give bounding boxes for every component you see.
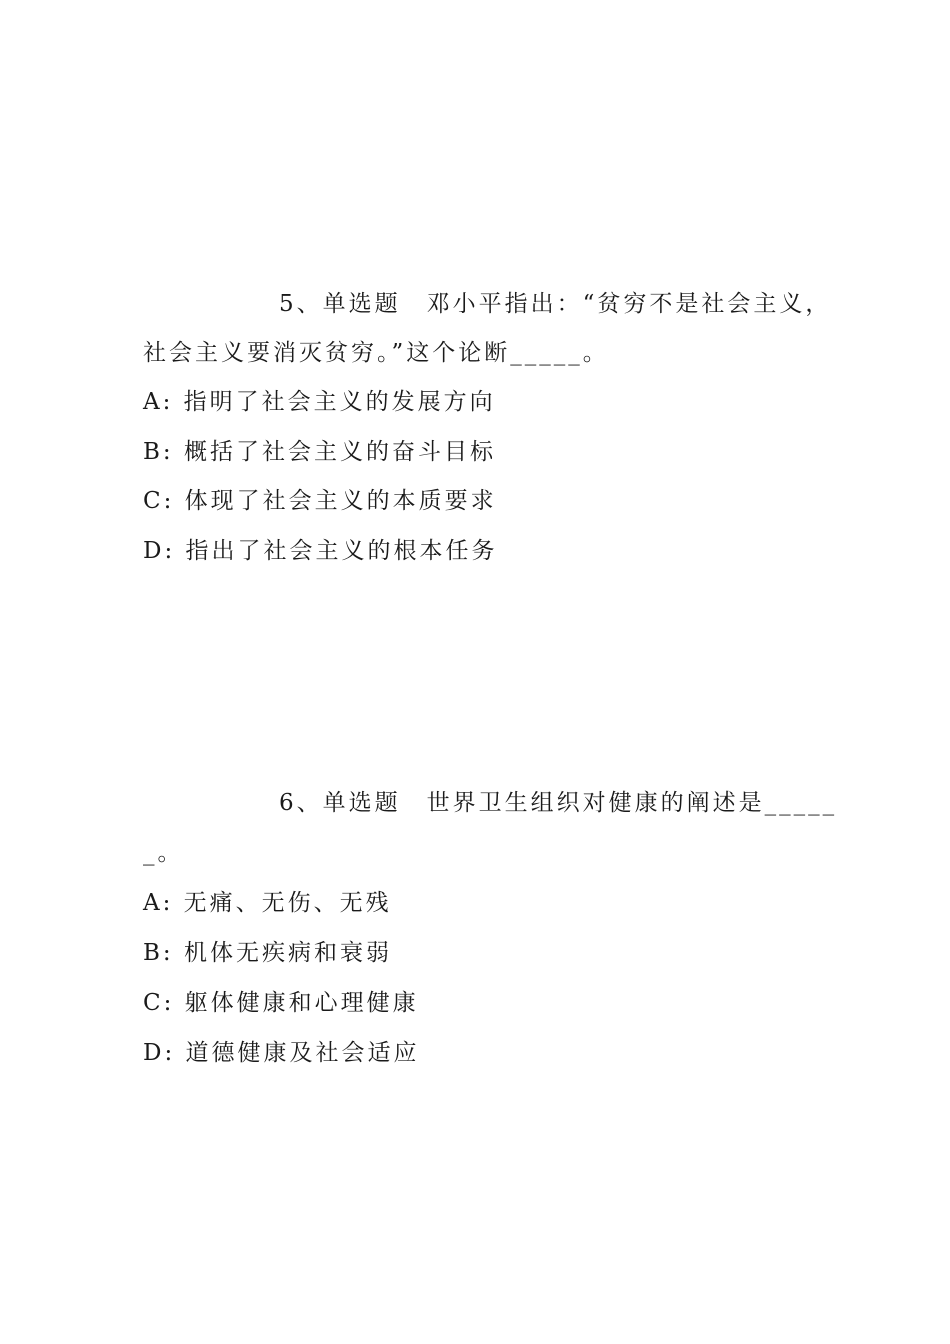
question-5 — [143, 280, 833, 576]
option-c: C: 躯体健康和心理健康 — [143, 990, 419, 1016]
option-d: D: 道德健康及社会适应 — [143, 1040, 420, 1066]
option-a: A: 指明了社会主义的发展方向 — [143, 389, 496, 415]
question-stem-line: _。 — [143, 840, 184, 866]
option-b: B: 机体无疾病和衰弱 — [143, 940, 392, 966]
option-d: D: 指出了社会主义的根本任务 — [143, 537, 498, 564]
question-stem-line: 5、单选题 邓小平指出：“贫穷不是社会主义， — [279, 291, 832, 317]
option-b: B: 概括了社会主义的奋斗目标 — [143, 438, 496, 465]
option-c: C: 体现了社会主义的本质要求 — [143, 488, 497, 514]
question-stem-line: 社会主义要消灭贫穷。”这个论断_____。 — [143, 340, 609, 366]
question-6 — [143, 778, 838, 1078]
question-stem-line: 6、单选题 世界卫生组织对健康的阐述是_____ — [279, 790, 838, 816]
option-a: A: 无痛、无伤、无残 — [143, 890, 392, 916]
